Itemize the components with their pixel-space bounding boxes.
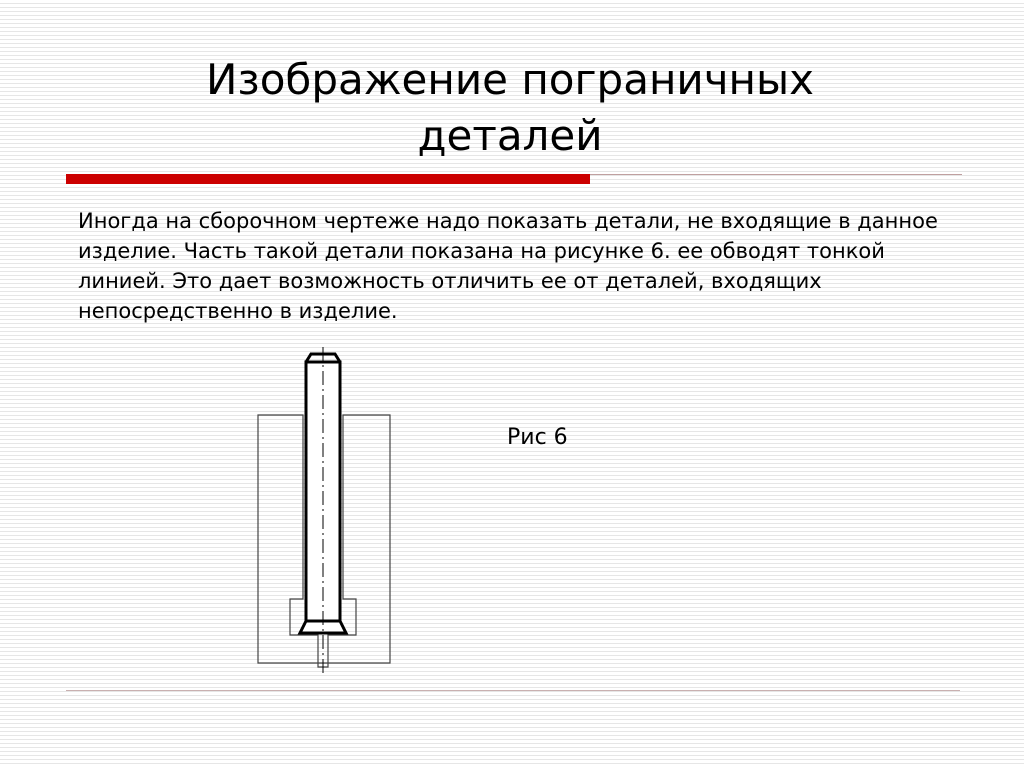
footer-divider-line xyxy=(66,690,960,691)
title-divider-line xyxy=(590,174,962,175)
title-line-2: деталей xyxy=(417,111,603,160)
bolt-assembly-drawing xyxy=(240,345,410,675)
body-paragraph: Иногда на сборочном чертеже надо показать детали, не входящие в данное изделие. Часть такой детали показана на рисунке 6. ее обводят тонкой линией. Это дает возможность отличить ее от деталей, входящих непосредственно в изделие. xyxy=(78,209,938,323)
slide-title xyxy=(100,52,920,164)
figure-caption: Рис 6 xyxy=(507,425,568,450)
title-accent-bar xyxy=(66,174,590,184)
title-line-1: Изображение пограничных xyxy=(205,55,815,104)
